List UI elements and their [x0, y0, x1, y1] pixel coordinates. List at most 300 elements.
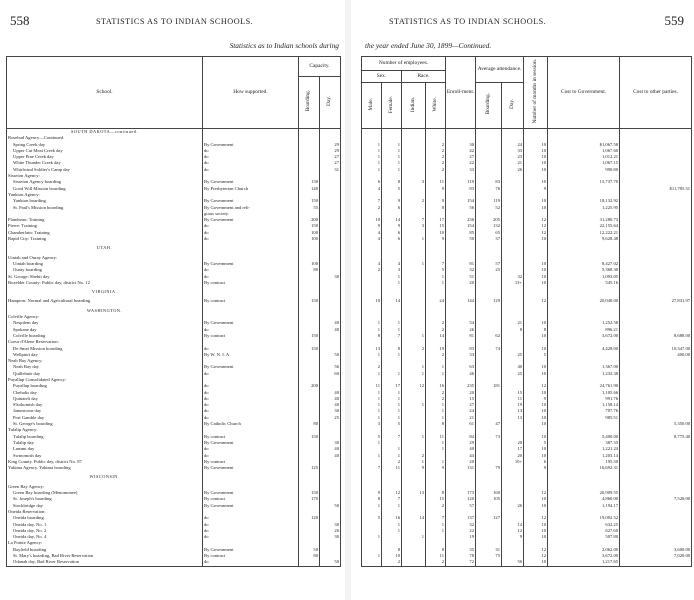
support-cell: do [203, 415, 299, 421]
indian-cell [402, 559, 426, 566]
months-cell: 10 [524, 333, 548, 339]
school-cell: De Smet Mission boarding [7, 346, 203, 352]
attendance-day-cell: 21 [502, 160, 524, 166]
cost-government-cell: 4,860.00 [548, 496, 620, 502]
male-cell: 1 [362, 534, 382, 540]
cost-other-cell: 3,600.00 [620, 547, 692, 553]
page-number: 558 [10, 13, 30, 28]
male-cell: 1 [362, 553, 382, 559]
school-cell: Uintah and Ouray Agency: [7, 255, 203, 261]
cost-government-cell: 1,067.60 [548, 148, 620, 154]
female-cell: 1 [382, 167, 402, 173]
white-cell: 1 [426, 280, 446, 286]
months-cell: 8 [524, 327, 548, 333]
attendance-day-cell: 15 [502, 390, 524, 396]
support-cell: By Government [203, 198, 299, 204]
male-cell: 9 [362, 223, 382, 229]
school-cell: St. George's boarding [7, 421, 203, 427]
school-cell: SOUTH DAKOTA—continued. [7, 129, 203, 136]
indian-cell: 2 [402, 198, 426, 204]
attendance-day-cell: 9 [502, 534, 524, 540]
cost-government-cell: $1,067.58 [548, 142, 620, 148]
enrollment-cell: 35 [446, 547, 476, 553]
indian-cell: 1 [402, 534, 426, 540]
school-cell: Upper Cut Meat Creek day [7, 148, 203, 154]
months-cell: 12 [524, 217, 548, 223]
cost-government-cell: 31,280.73 [548, 217, 620, 223]
support-cell: do [203, 230, 299, 236]
white-cell: 24 [426, 298, 446, 304]
table-row [7, 129, 341, 136]
white-cell: 11 [426, 553, 446, 559]
support-cell: By contract [203, 496, 299, 502]
indian-header: Indian. [402, 83, 426, 129]
cost-other-cell [620, 129, 692, 136]
cost-government-cell: 1,012.21 [548, 154, 620, 160]
enrollment-cell: 83 [446, 346, 476, 352]
months-cell: 10 [524, 154, 548, 160]
support-cell: By Government [203, 364, 299, 370]
table-caption: Statistics as to Indian schools during [229, 41, 339, 50]
cost-government-cell: 2,062.00 [548, 547, 620, 553]
female-cell: 1 [382, 154, 402, 160]
support-cell: By contract [203, 333, 299, 339]
enrollment-cell: 137 [446, 515, 476, 521]
white-cell: 2 [426, 559, 446, 566]
attendance-boarding-cell: 73 [476, 434, 502, 440]
school-cell: Green Bay boarding (Menomonee) [7, 490, 203, 496]
cost-government-cell: 991.76 [548, 396, 620, 402]
indian-cell: 3 [402, 223, 426, 229]
left-page [0, 0, 345, 600]
months-cell: 10 [524, 446, 548, 452]
employees-table [361, 56, 692, 567]
attendance-boarding-cell: 105 [476, 496, 502, 502]
boarding-capacity-cell: 120 [299, 515, 320, 521]
attendance-boarding-cell: 127 [476, 515, 502, 521]
cost-government-cell: 632.25 [548, 522, 620, 528]
white-cell: 7 [426, 515, 446, 521]
support-cell: do [203, 267, 299, 273]
male-cell: 1 [362, 352, 382, 358]
support-cell: do [203, 522, 299, 528]
female-cell: 1 [382, 402, 402, 408]
white-cell: 15 [426, 223, 446, 229]
white-cell: 2 [426, 167, 446, 173]
male-cell: 1 [362, 390, 382, 396]
attendance-day-cell: 23 [502, 154, 524, 160]
capacity-header: Capacity. [299, 57, 341, 77]
months-cell: 10 [524, 434, 548, 440]
boarding-capacity-cell: 130 [299, 179, 320, 185]
male-cell [362, 129, 382, 136]
white-cell: 2 [426, 148, 446, 154]
attendance-header: Average attendance. [476, 57, 524, 83]
white-cell: 2 [426, 396, 446, 402]
white-cell: 2 [426, 390, 446, 396]
male-cell: 7 [362, 465, 382, 471]
cost-government-cell: 1,194.17 [548, 503, 620, 509]
enrollment-cell: 33 [446, 352, 476, 358]
male-cell: 10 [362, 298, 382, 304]
months-cell: 10 [524, 371, 548, 377]
day-capacity-cell: 30 [320, 522, 341, 528]
female-cell: 1 [382, 390, 402, 396]
months-cell: 10 [524, 148, 548, 154]
school-cell: St. Mary's boarding, Bad River Reservation [7, 553, 203, 559]
support-cell: do [203, 383, 299, 389]
enrollment-cell: 63 [446, 364, 476, 370]
cost-other-cell: 7,526.00 [620, 496, 692, 502]
months-cell: 10 [524, 522, 548, 528]
male-cell: 1 [362, 167, 382, 173]
enrollment-cell: 26 [446, 327, 476, 333]
male-cell: 1 [362, 371, 382, 377]
day-capacity-cell: 40 [320, 320, 341, 326]
boarding-capacity-cell: 100 [299, 230, 320, 236]
school-cell: Upper Pine Creek day [7, 154, 203, 160]
white-cell: 1 [426, 522, 446, 528]
attendance-boarding-cell: 205 [476, 217, 502, 223]
day-capacity-cell: 30 [320, 534, 341, 540]
indian-cell: 1 [402, 402, 426, 408]
cost-government-cell: 20,040.00 [548, 298, 620, 304]
school-cell: Spring Creek day [7, 142, 203, 148]
school-cell: VIRGINIA. [7, 289, 203, 295]
white-cell: 1 [426, 274, 446, 280]
boarding-capacity-cell: 50 [299, 547, 320, 553]
indian-cell: 1 [402, 333, 426, 339]
support-cell: By contract [203, 298, 299, 304]
school-cell: Nespilem day [7, 320, 203, 326]
months-cell: 10 [524, 142, 548, 148]
boarding-capacity-cell [299, 559, 320, 566]
enrollment-cell: 46 [446, 371, 476, 377]
school-cell: UTAH. [7, 245, 203, 251]
female-cell: 12 [382, 490, 402, 496]
day-capacity-cell: 40 [320, 402, 341, 408]
boarding-capacity-cell: 170 [299, 496, 320, 502]
enrollment-cell: 119 [446, 179, 476, 185]
attendance-day-cell: 20 [502, 453, 524, 459]
support-cell: By contract [203, 553, 299, 559]
support-cell: do [203, 154, 299, 160]
enrollment-cell: 44 [446, 453, 476, 459]
cost-government-cell: 507.80 [548, 534, 620, 540]
attendance-day-cell: 40 [502, 364, 524, 370]
school-cell: Tulalip Agency: [7, 427, 203, 433]
months-cell: 10 [524, 236, 548, 242]
support-cell: gious society. [203, 211, 299, 217]
female-cell: 14 [382, 298, 402, 304]
enrollment-cell: 144 [446, 298, 476, 304]
female-cell: 1 [382, 415, 402, 421]
female-cell: 8 [382, 547, 402, 553]
cost-government-header: Cost to Government. [548, 57, 620, 129]
female-cell: 6 [382, 230, 402, 236]
attendance-boarding-cell: 25 [476, 267, 502, 273]
day-capacity-cell: 60 [320, 371, 341, 377]
months-cell: 10 [524, 453, 548, 459]
months-cell: 10 [524, 408, 548, 414]
male-cell: 8 [362, 496, 382, 502]
cost-other-header: Cost to other parties. [620, 57, 692, 129]
male-cell: 2 [362, 205, 382, 211]
enrollment-cell: 236 [446, 217, 476, 223]
enrollment-cell: 154 [446, 198, 476, 204]
white-cell: 10 [426, 230, 446, 236]
female-cell: 7 [382, 434, 402, 440]
school-cell: Green Bay Agency: [7, 484, 203, 490]
months-cell: 10 [524, 160, 548, 166]
school-cell: St. George: Shebit day [7, 274, 203, 280]
school-cell: Hampton: Normal and Agricultural boarding [7, 298, 203, 304]
female-cell: 1 [382, 503, 402, 509]
boarding-capacity-cell: 150 [299, 490, 320, 496]
day-capacity-cell: 56 [320, 364, 341, 370]
school-cell: Oneida boarding [7, 515, 203, 521]
enrollment-cell: 24 [446, 408, 476, 414]
school-cell: Chehalis day [7, 390, 203, 396]
support-cell: do [203, 453, 299, 459]
months-cell: 10 [524, 267, 548, 273]
male-cell: 1 [362, 396, 382, 402]
attendance-day-cell: 20 [502, 440, 524, 446]
months-cell: 10 [524, 261, 548, 267]
cost-government-cell: 627.60 [548, 528, 620, 534]
months-cell: 10 [524, 421, 548, 427]
enrollment-cell: 83 [446, 186, 476, 192]
attendance-boarding-cell: 65 [476, 230, 502, 236]
school-cell: Oneida day, No. 4 [7, 534, 203, 540]
attendance-boarding-cell: 160 [476, 490, 502, 496]
support-cell: do [203, 528, 299, 534]
school-cell: WISCONSIN. [7, 474, 203, 480]
table-caption: the year ended June 30, 1899—Continued. [365, 41, 492, 50]
white-cell: 9 [426, 465, 446, 471]
white-cell: 2 [426, 142, 446, 148]
attendance-boarding-cell: 31 [476, 547, 502, 553]
male-cell: 1 [362, 148, 382, 154]
cost-government-cell: 195.30 [548, 459, 620, 465]
school-cell: Port Gamble day [7, 415, 203, 421]
female-header: Female. [382, 83, 402, 129]
attendance-day-cell [502, 129, 524, 136]
female-cell: 4 [382, 261, 402, 267]
female-cell: 8 [382, 346, 402, 352]
support-cell: do [203, 408, 299, 414]
attendance-boarding-cell: 132 [476, 223, 502, 229]
enrollment-cell: 57 [446, 503, 476, 509]
months-cell: 9 [524, 465, 548, 471]
enrollment-cell: 154 [446, 223, 476, 229]
attendance-day-cell: 25 [502, 371, 524, 377]
male-cell: 8 [362, 333, 382, 339]
female-cell: 3 [382, 267, 402, 273]
enrollment-cell: 54 [446, 320, 476, 326]
months-cell: 10 [524, 534, 548, 540]
school-cell: Wellpinit day [7, 352, 203, 358]
boarding-capacity-cell: 80 [299, 421, 320, 427]
school-cell: Tulalip day [7, 440, 203, 446]
attendance-day-cell: 26 [502, 503, 524, 509]
female-cell: 16 [382, 515, 402, 521]
enrollment-cell: 173 [446, 490, 476, 496]
day-capacity-cell: 26 [320, 528, 341, 534]
school-cell: St. Paul's Mission boarding [7, 205, 203, 211]
male-cell: 1 [362, 402, 382, 408]
male-cell: 10 [362, 217, 382, 223]
day-capacity-cell: 27 [320, 154, 341, 160]
enrollment-cell: 30 [446, 142, 476, 148]
attendance-day-cell: 13 [502, 415, 524, 421]
cost-government-cell: 990.80 [548, 167, 620, 173]
indian-cell: 1 [402, 434, 426, 440]
running-head: STATISTICS AS TO INDIAN SCHOOLS. [389, 17, 547, 26]
boarding-capacity-cell: 200 [299, 217, 320, 223]
months-cell: 12 [524, 383, 548, 389]
white-cell: 1 [426, 364, 446, 370]
enrollment-cell: 42 [446, 148, 476, 154]
enrollment-cell: 29 [446, 440, 476, 446]
support-cell: By Government [203, 440, 299, 446]
day-capacity-cell: 50 [320, 352, 341, 358]
female-cell: 1 [382, 371, 402, 377]
female-cell: 1 [382, 327, 402, 333]
school-cell: Spokane day [7, 327, 203, 333]
indian-cell: 1 [402, 371, 426, 377]
months-cell: 12 [524, 553, 548, 559]
indian-cell: 7 [402, 217, 426, 223]
white-cell: 2 [426, 327, 446, 333]
cost-government-cell: 1,221.24 [548, 446, 620, 452]
white-cell: 8 [426, 490, 446, 496]
attendance-boarding-cell: 47 [476, 421, 502, 427]
cost-government-cell: 707.76 [548, 408, 620, 414]
indian-cell: 1 [402, 261, 426, 267]
support-cell: By Government [203, 217, 299, 223]
male-cell: 1 [362, 154, 382, 160]
female-cell: 1 [382, 396, 402, 402]
attendance-day-cell: 11 [502, 396, 524, 402]
school-cell: Rapid City: Training [7, 236, 203, 242]
cost-government-cell: 20,909.55 [548, 490, 620, 496]
female-cell: 8 [382, 179, 402, 185]
attendance-boarding-cell: 62 [476, 333, 502, 339]
white-cell: 9 [426, 186, 446, 192]
day-capacity-cell: 30 [320, 408, 341, 414]
day-capacity-cell: 50 [320, 559, 341, 566]
cost-government-cell: 12,222.21 [548, 230, 620, 236]
cost-government-cell: 18,132.92 [548, 198, 620, 204]
school-cell: Puyallup Consolidated Agency: [7, 377, 203, 383]
boarding-capacity-cell: 150 [299, 223, 320, 229]
male-cell: 4 [362, 261, 382, 267]
male-cell: 4 [362, 230, 382, 236]
attendance-boarding-cell: 129 [476, 298, 502, 304]
attendance-boarding-cell: 37 [476, 236, 502, 242]
day-capacity-cell: 40 [320, 446, 341, 452]
day-capacity-cell: 25 [320, 415, 341, 421]
support-cell: do [203, 327, 299, 333]
attendance-boarding-cell [476, 559, 502, 566]
months-cell: 10 [524, 415, 548, 421]
white-cell: 8 [426, 547, 446, 553]
months-cell: 9 [524, 396, 548, 402]
attendance-day-cell: 13+ [502, 280, 524, 286]
months-cell [524, 129, 548, 136]
boarding-capacity-cell: 150 [299, 434, 320, 440]
months-cell: 5 [524, 440, 548, 446]
support-cell: do [203, 274, 299, 280]
cost-other-cell: 27,831.97 [620, 298, 692, 304]
enrollment-cell: 51 [446, 274, 476, 280]
female-cell: 1 [382, 453, 402, 459]
white-cell: 1 [426, 408, 446, 414]
enrollment-cell: 19 [446, 534, 476, 540]
male-cell: 1 [362, 453, 382, 459]
day-capacity-cell: 40 [320, 327, 341, 333]
white-cell: 1 [426, 446, 446, 452]
months-cell: 5 [524, 352, 548, 358]
months-cell: 6 [524, 459, 548, 465]
day-capacity-cell: 29 [320, 142, 341, 148]
white-cell: 11 [426, 179, 446, 185]
attendance-boarding-cell: 74 [476, 346, 502, 352]
enrollment-cell: 61 [446, 421, 476, 427]
female-cell: 7 [382, 333, 402, 339]
support-cell: By Government [203, 465, 299, 471]
employees-header: Number of employees. [362, 57, 446, 71]
female-cell: 17 [382, 383, 402, 389]
indian-cell: 1 [402, 236, 426, 242]
cost-government-cell: 387.35 [548, 440, 620, 446]
cost-government-cell: 3,672.00 [548, 553, 620, 559]
cost-government-cell: 5,400.00 [548, 434, 620, 440]
male-cell: 6 [362, 179, 382, 185]
support-cell: do [203, 390, 299, 396]
male-cell: 1 [362, 503, 382, 509]
attendance-day-cell: 12 [502, 528, 524, 534]
white-cell: 1 [426, 415, 446, 421]
attendance-boarding-cell: 52 [476, 205, 502, 211]
male-cell: 2 [362, 267, 382, 273]
attendance-boarding-cell: 181 [476, 383, 502, 389]
months-cell: 10 [524, 198, 548, 204]
school-cell: Whirlwind Soldier's Camp day [7, 167, 203, 173]
months-cell: 9 [524, 186, 548, 192]
support-cell: By Government [203, 320, 299, 326]
capacity-boarding-header: Boarding. [299, 77, 320, 129]
enrollment-cell: 120 [446, 496, 476, 502]
enrollment-cell: 56 [446, 205, 476, 211]
enrollment-cell: 85 [446, 230, 476, 236]
female-cell: 1 [382, 446, 402, 452]
support-cell: By contract [203, 459, 299, 465]
school-cell: Jamestown day [7, 408, 203, 414]
white-cell: 9 [426, 198, 446, 204]
attendance-boarding-cell: 83 [476, 179, 502, 185]
attendance-day-cell: 25 [502, 352, 524, 358]
female-cell: 1 [382, 522, 402, 528]
cost-other-cell: 5,350.00 [620, 421, 692, 427]
race-header: Race. [402, 71, 446, 83]
support-cell: do [203, 402, 299, 408]
enrollment-cell [446, 129, 476, 136]
school-cell: Coeur d'Alene Reservation: [7, 339, 203, 345]
school-cell: Oneida day, No. 1 [7, 522, 203, 528]
school-cell: Neah Bay Agency: [7, 358, 203, 364]
